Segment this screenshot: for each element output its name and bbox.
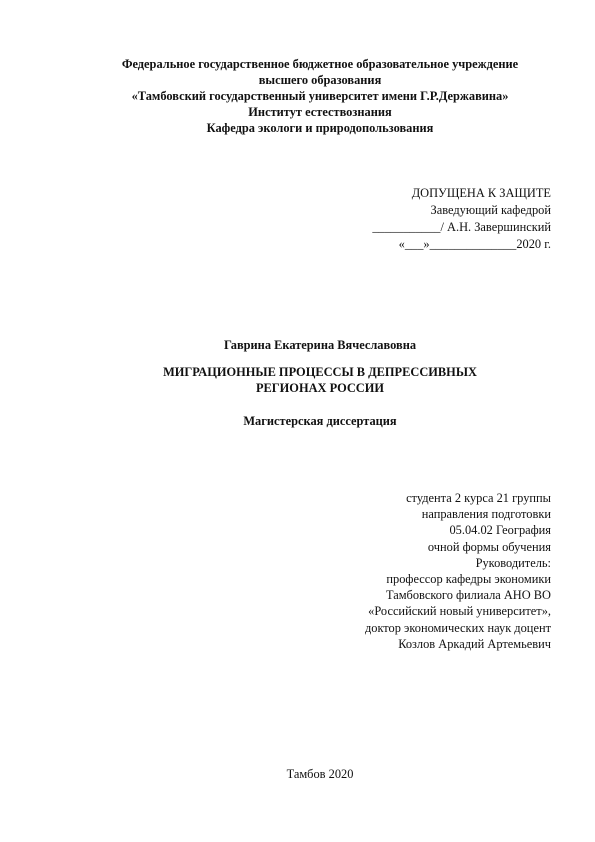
header-line: Институт естествознания xyxy=(248,105,392,119)
info-line: профессор кафедры экономики xyxy=(386,572,551,587)
approval-line: ДОПУЩЕНА К ЗАЩИТЕ xyxy=(411,186,551,200)
info-line: доктор экономических наук доцент xyxy=(364,620,551,635)
header-line: «Тамбовский государственный университет имени Г.Р.Державина» xyxy=(131,89,509,103)
info-line: Тамбовского филиала АНО ВО xyxy=(385,588,551,603)
info-line: «Российский новый университет», xyxy=(368,604,551,619)
info-line: очной формы обучения xyxy=(427,539,551,554)
header-line: Федеральное государственное бюджетное образовательное учреждение xyxy=(121,57,519,71)
approval-line: «___»______________2020 г. xyxy=(398,237,551,251)
title-line: РЕГИОНАХ РОССИИ xyxy=(255,381,385,395)
info-line: 05.04.02 География xyxy=(449,523,551,538)
author-name: Гаврина Екатерина Вячеславовна xyxy=(223,338,417,352)
thesis-title xyxy=(0,364,595,396)
city-year: Тамбов 2020 xyxy=(286,767,354,781)
title-line: МИГРАЦИОННЫЕ ПРОЦЕССЫ В ДЕПРЕССИВНЫХ xyxy=(163,365,477,379)
student-supervisor-info xyxy=(365,490,551,652)
approval-line: ___________/ А.Н. Завершинский xyxy=(372,220,551,234)
header-line: Кафедра экологи и природопользования xyxy=(206,121,434,135)
info-line: студента 2 курса 21 группы xyxy=(406,491,551,505)
info-line: Козлов Аркадий Артемьевич xyxy=(398,636,551,651)
approval-line: Заведующий кафедрой xyxy=(430,203,551,217)
institution-header xyxy=(60,56,580,136)
info-line: направления подготовки xyxy=(421,507,551,522)
work-type: Магистерская диссертация xyxy=(243,414,397,428)
approval-block xyxy=(372,185,551,253)
header-line: высшего образования xyxy=(258,73,382,87)
info-line: Руководитель: xyxy=(475,555,551,570)
